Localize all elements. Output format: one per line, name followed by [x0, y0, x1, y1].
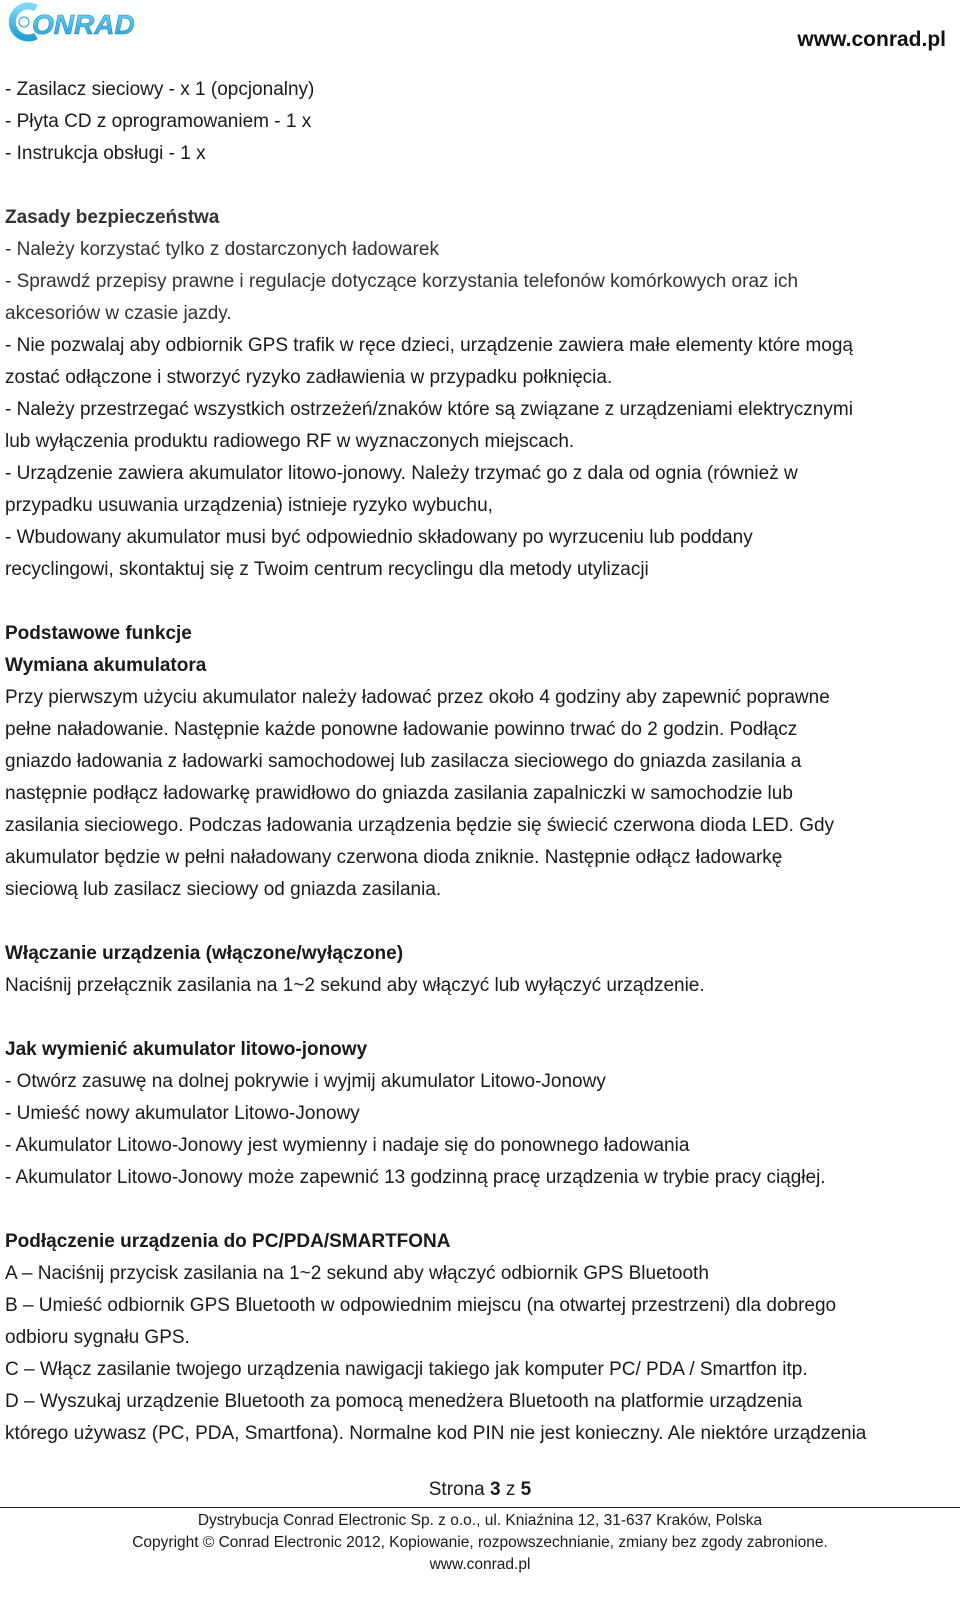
text-line: - Urządzenie zawiera akumulator litowo-jonowy. Należy trzymać go z dala od ognia (również w — [5, 463, 798, 484]
svg-text:ONRAD: ONRAD — [32, 9, 135, 40]
section-heading-safety: Zasady bezpieczeństwa — [5, 207, 220, 228]
conrad-logo — [6, 2, 164, 44]
footer-distribution: Dystrybucja Conrad Electronic Sp. z o.o., ul. Kniaźnina 12, 31-637 Kraków, Polska — [197, 1512, 763, 1529]
text-line: gniazdo ładowania z ładowarki samochodowej lub zasilacza sieciowego do gniazda zasilania a — [5, 751, 802, 772]
footer-divider — [0, 1507, 960, 1508]
section-heading-connect: Podłączenie urządzenia do PC/PDA/SMARTFONA — [5, 1231, 451, 1252]
text-line: A – Naciśnij przycisk zasilania na 1~2 sekund aby włączyć odbiornik GPS Bluetooth — [5, 1263, 709, 1284]
text-line: Naciśnij przełącznik zasilania na 1~2 sekund aby włączyć lub wyłączyć urządzenie. — [5, 975, 705, 996]
text-line: recyclingowi, skontaktuj się z Twoim centrum recyclingu dla metody utylizacji — [5, 559, 649, 580]
page-prefix: Strona — [428, 1479, 491, 1500]
text-line: - Akumulator Litowo-Jonowy jest wymienny i nadaje się do ponownego ładowania — [5, 1135, 690, 1156]
text-line: - Otwórz zasuwę na dolnej pokrywie i wyjmij akumulator Litowo-Jonowy — [5, 1071, 606, 1092]
list-item: - Płyta CD z oprogramowaniem - 1 x — [5, 111, 312, 132]
text-line: C – Włącz zasilanie twojego urządzenia nawigacji takiego jak komputer PC/ PDA / Smartfon itp. — [5, 1359, 808, 1380]
list-item: - Zasilacz sieciowy - x 1 (opcjonalny) — [5, 79, 315, 100]
text-line: zasilania sieciowego. Podczas ładowania urządzenia będzie się świecić czerwona dioda LED. Gdy — [5, 815, 835, 836]
section-heading-power: Włączanie urządzenia (włączone/wyłączone) — [5, 943, 404, 964]
section-heading-battery: Jak wymienić akumulator litowo-jonowy — [5, 1039, 368, 1060]
text-line: - Sprawdź przepisy prawne i regulacje dotyczące korzystania telefonów komórkowych oraz ich — [5, 271, 799, 292]
text-line: D – Wyszukaj urządzenie Bluetooth za pomocą menedżera Bluetooth na platformie urządzenia — [5, 1391, 803, 1412]
list-item: - Instrukcja obsługi - 1 x — [5, 143, 206, 164]
text-line: lub wyłączenia produktu radiowego RF w wyznaczonych miejscach. — [5, 431, 575, 452]
text-line: akcesoriów w czasie jazdy. — [5, 303, 232, 324]
footer-copyright: Copyright © Conrad Electronic 2012, Kopiowanie, rozpowszechnianie, zmiany bez zgody zabronione. — [132, 1534, 828, 1551]
text-line: przypadku usuwania urządzenia) istnieje ryzyko wybuchu, — [5, 495, 493, 516]
text-line: - Umieść nowy akumulator Litowo-Jonowy — [5, 1103, 360, 1124]
section-heading-basic: Podstawowe funkcje — [5, 623, 192, 644]
text-line: pełne naładowanie. Następnie każde ponowne ładowanie powinno trwać do 2 godzin. Podłącz — [5, 719, 798, 740]
page-content — [5, 74, 945, 1450]
subheading-battery-replace: Wymiana akumulatora — [5, 655, 207, 676]
text-line: następnie podłącz ładowarkę prawidłowo do gniazda zasilania zapalniczki w samochodzie lub — [5, 783, 793, 804]
text-line: - Należy korzystać tylko z dostarczonych ładowarek — [5, 239, 439, 260]
text-line: - Nie pozwalaj aby odbiornik GPS trafik w ręce dzieci, urządzenie zawiera małe elementy które mogą — [5, 335, 853, 356]
text-line: odbioru sygnału GPS. — [5, 1327, 190, 1348]
page-sep: z — [500, 1479, 521, 1500]
text-line: - Akumulator Litowo-Jonowy może zapewnić 13 godzinną pracę urządzenia w trybie pracy ciągłej. — [5, 1167, 826, 1188]
text-line: sieciową lub zasilacz sieciowy od gniazda zasilania. — [5, 879, 442, 900]
text-line: - Należy przestrzegać wszystkich ostrzeżeń/znaków które są związane z urządzeniami elektrycznymi — [5, 399, 853, 420]
text-line: Przy pierwszym użyciu akumulator należy ładować przez około 4 godziny aby zapewnić poprawne — [5, 687, 830, 708]
text-line: B – Umieść odbiornik GPS Bluetooth w odpowiednim miejscu (na otwartej przestrzeni) dla dobrego — [5, 1295, 837, 1316]
text-line: którego używasz (PC, PDA, Smartfona). Normalne kod PIN nie jest konieczny. Ale niektóre urządzenia — [5, 1423, 867, 1444]
text-line: zostać odłączone i stworzyć ryzyko zadławienia w przypadku połknięcia. — [5, 367, 613, 388]
page-current: 3 — [490, 1479, 501, 1500]
page-total: 5 — [520, 1479, 532, 1500]
page-number — [0, 1478, 960, 1502]
text-line: akumulator będzie w pełni naładowany czerwona dioda zniknie. Następnie odłącz ładowarkę — [5, 847, 783, 868]
footer-url[interactable]: www.conrad.pl — [429, 1556, 531, 1573]
site-url[interactable]: www.conrad.pl — [797, 28, 946, 51]
text-line: - Wbudowany akumulator musi być odpowiednio składowany po wyrzuceniu lub poddany — [5, 527, 753, 548]
